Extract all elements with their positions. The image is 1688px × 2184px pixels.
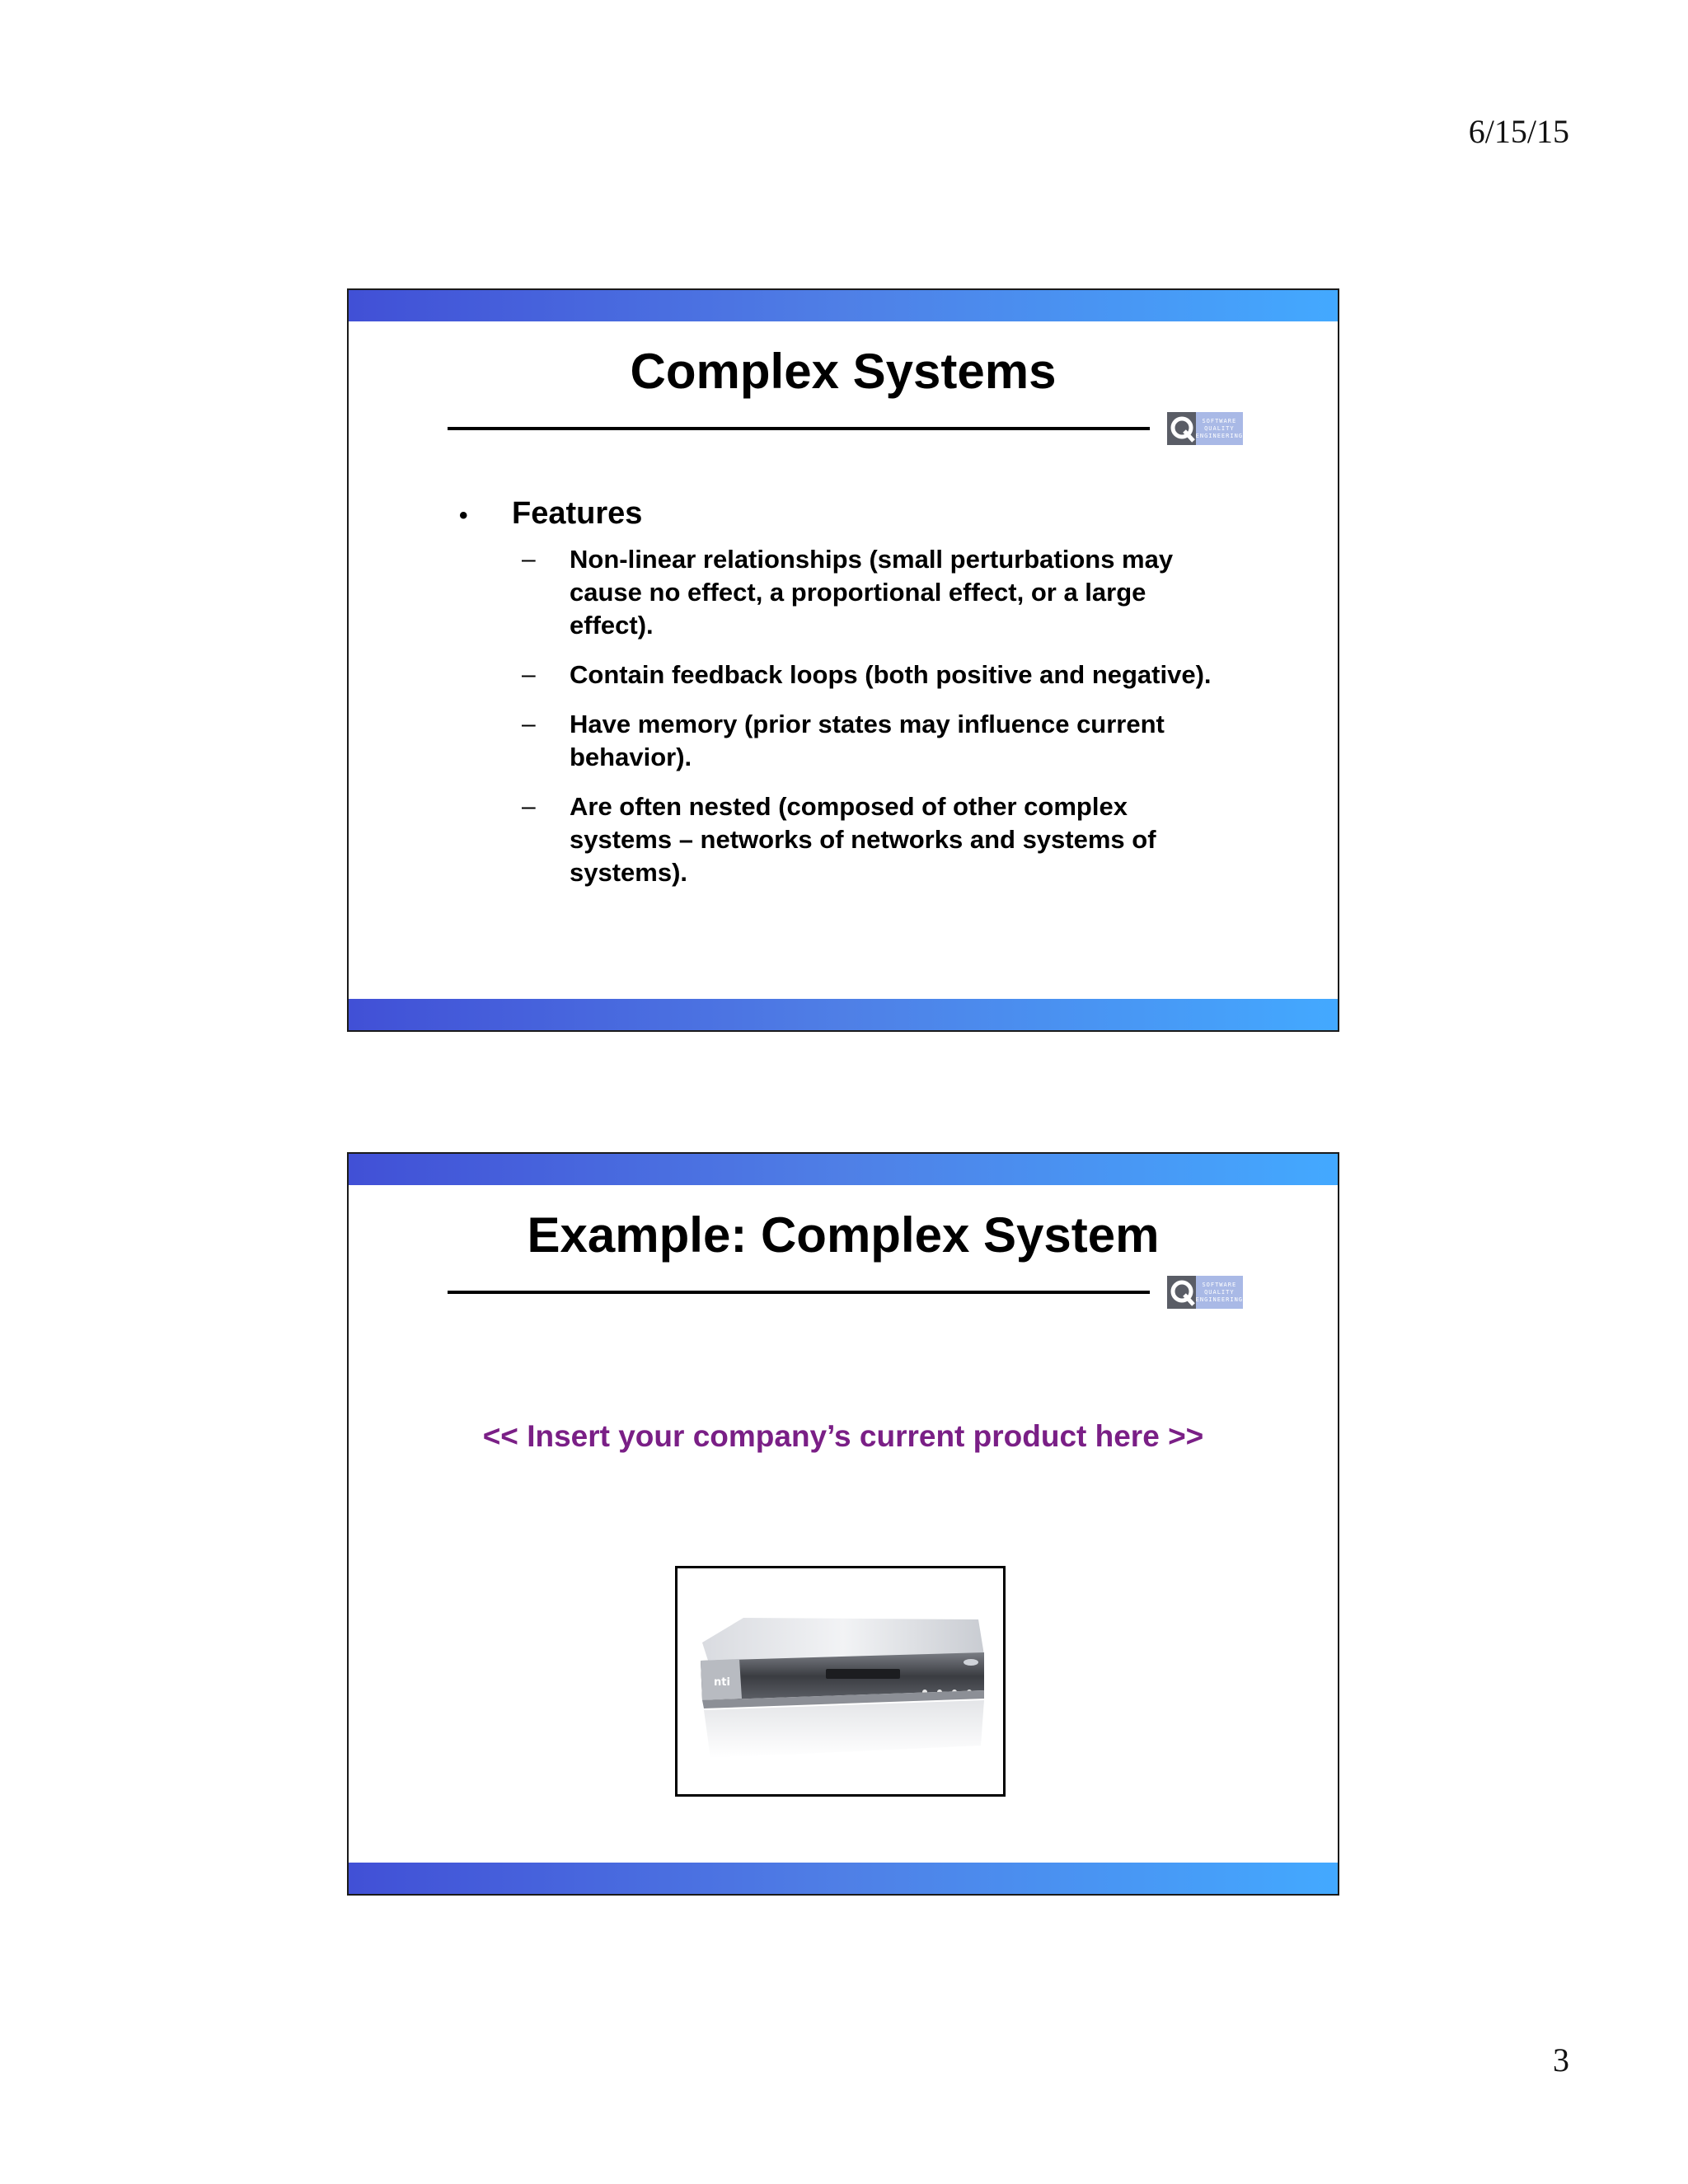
sub-bullet-item [522,658,1264,691]
logo-word-2: QUALITY [1204,425,1235,432]
slide-example-complex-system [347,1152,1339,1896]
product-brand: nti [714,1676,730,1689]
sub-bullet-text: Non-linear relationships (small perturbations may cause no effect, a proportional effect, or a large effect). [570,545,1174,640]
logo-wordmark [1196,412,1243,445]
slide-footer-band [349,999,1338,1030]
logo-word-2: QUALITY [1204,1289,1235,1296]
dash-mark: – [522,793,536,820]
q-logo-icon [1167,1276,1196,1309]
dash-mark: – [522,710,536,738]
sub-bullet-item [522,790,1264,889]
sub-bullet-item [522,543,1264,642]
dash-mark: – [522,546,536,573]
logo-word-3: ENGINEERING [1195,433,1243,439]
title-underline [448,1291,1150,1294]
bullet-item [456,496,1264,532]
sub-bullet-text: Contain feedback loops (both positive and negative). [570,660,1212,689]
bullet-text: Features [512,496,643,531]
sqe-logo [1167,412,1243,445]
slide-complex-systems [347,288,1339,1032]
sub-bullet-list [456,543,1264,889]
page-date: 6/15/15 [1468,113,1569,150]
dash-mark: – [522,661,536,688]
placeholder-text: << Insert your company’s current product here >> [482,1419,1204,1453]
slide-title: Complex Systems [630,344,1057,399]
slide-header-band [349,1154,1338,1185]
logo-word-3: ENGINEERING [1195,1296,1243,1303]
set-top-box-icon [678,1568,1003,1794]
sub-bullet-text: Have memory (prior states may influence current behavior). [570,710,1165,771]
page-number: 3 [1553,2041,1569,2079]
logo-wordmark [1196,1276,1243,1309]
bullet-mark: • [459,502,468,529]
q-logo-icon [1167,412,1196,445]
bullet-list [456,496,1264,906]
sub-bullet-text: Are often nested (composed of other complex systems – networks of networks and systems of systems). [570,792,1156,887]
sqe-logo [1167,1276,1243,1309]
slide-footer-band [349,1863,1338,1894]
product-image [675,1566,1006,1797]
sub-bullet-item [522,708,1264,774]
slide-title: Example: Complex System [527,1207,1160,1263]
slide-header-band [349,290,1338,321]
logo-word-1: SOFTWARE [1202,1282,1237,1288]
title-underline [448,427,1150,430]
logo-word-1: SOFTWARE [1202,418,1237,424]
